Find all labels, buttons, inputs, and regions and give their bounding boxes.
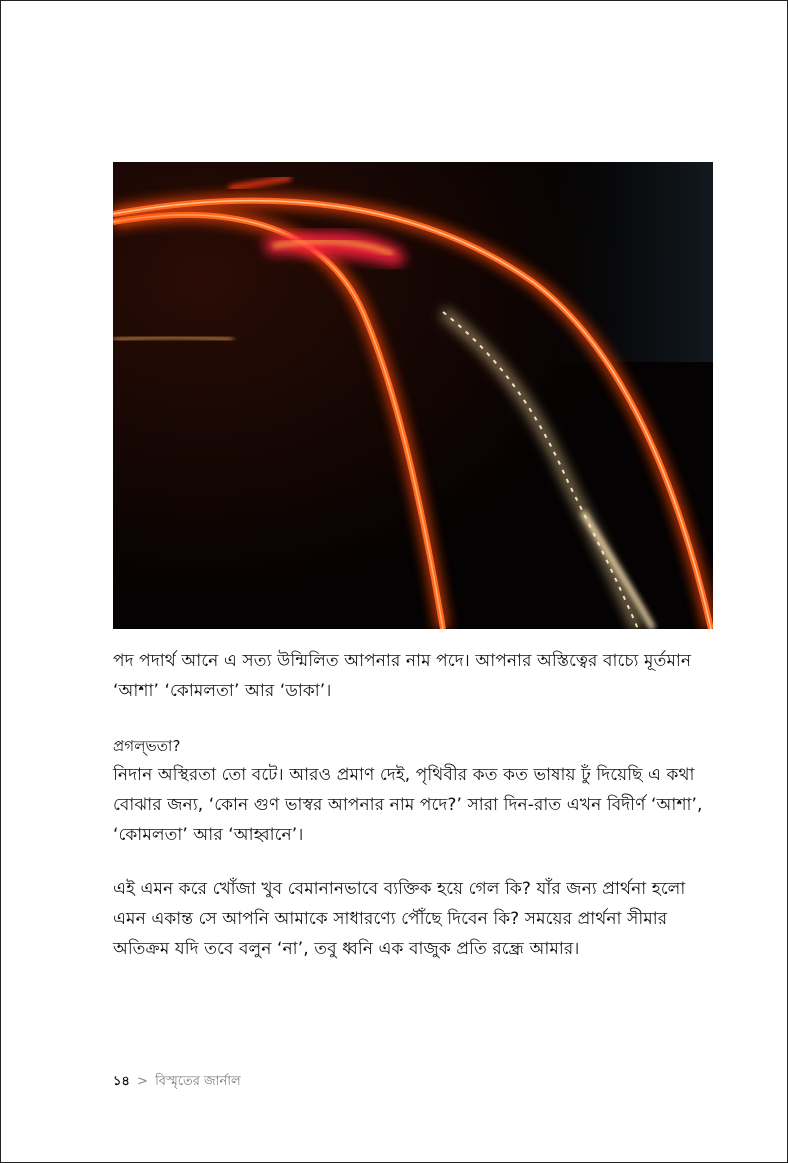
light-trails-photo bbox=[113, 162, 713, 629]
paragraph-3: এই এমন করে খোঁজা খুব বেমানানভাবে ব্যক্তিক হয়ে গেল কি? যাঁর জন্য প্রার্থনা হলো এমন একান্ত সে আপনি আমাকে সাধারণ্যে পৌঁছে দিবেন কি? সময়ের প্রার্থনা সীমার অতিক্রম যদি তবে বলুন ‘না’, তবু ধ্বনি এক বাজুক প্রতি রন্ধ্রে আমার। bbox=[113, 879, 686, 959]
page-number: ১৪ bbox=[113, 1074, 130, 1089]
book-title: বিস্মৃতের জার্নাল bbox=[155, 1074, 241, 1089]
page-footer bbox=[113, 1072, 241, 1093]
section-heading: প্রগল্ভতা? bbox=[113, 737, 181, 755]
footer-separator: > bbox=[137, 1074, 148, 1089]
paragraph-2: নিদান অস্থিরতা তো বটে। আরও প্রমাণ দেই, পৃথিবীর কত কত ভাষায় ঢুঁ দিয়েছি এ কথা বোঝার জন্য, ‘কোন গুণ ভাস্বর আপনার নাম পদে?’ সারা দিন-রাত এখন বিদীর্ণ ‘আশা’, ‘কোমলতা’ আর ‘আহ্বানে’। bbox=[113, 765, 703, 845]
paragraph-1: পদ পদার্থ আনে এ সত্য উন্মিলিত আপনার নাম পদে। আপনার অস্তিত্বের বাচ্যে মূর্তমান ‘আশা’ ‘কোমলতা’ আর ‘ডাকা’। bbox=[113, 651, 692, 701]
